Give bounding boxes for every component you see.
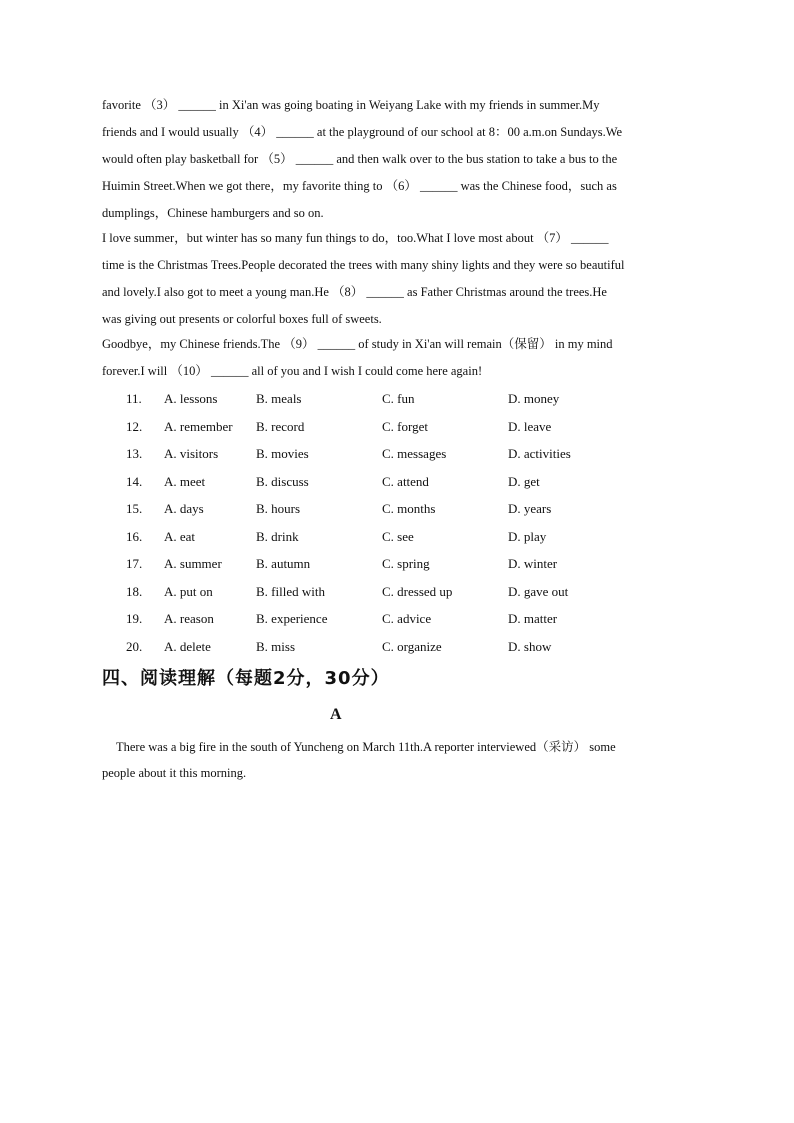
passage-line: dumplings，Chinese hamburgers and so on.: [102, 206, 324, 220]
option-d: D. winter: [508, 556, 558, 571]
option-c: C. forget: [382, 418, 428, 434]
option-d: D. money: [508, 391, 560, 406]
option-d: D. show: [508, 638, 552, 654]
option-d: D. years: [508, 501, 552, 516]
option-b: B. miss: [256, 638, 296, 654]
option-b: B. meals: [256, 391, 302, 406]
option-d: D. play: [508, 528, 547, 544]
passage-line: was giving out presents or colorful boxes full of sweets.: [102, 312, 382, 326]
section-heading: 四、阅读理解（每题2分，30分）: [102, 668, 390, 689]
option-b: B. movies: [256, 446, 309, 461]
option-a: A. eat: [164, 528, 196, 544]
question-row: [126, 634, 571, 662]
option-a: A. delete: [164, 638, 211, 654]
option-c: C. attend: [382, 473, 429, 489]
option-a: A. visitors: [164, 446, 219, 461]
question-row: [126, 579, 571, 607]
question-row: [126, 551, 571, 579]
question-number: 15.: [126, 501, 143, 516]
option-b: B. filled with: [256, 583, 325, 599]
question-row: [126, 469, 571, 497]
question-number: 18.: [126, 583, 143, 599]
question-row: [126, 414, 571, 442]
question-row: [126, 524, 571, 552]
question-number: 19.: [126, 611, 143, 626]
passage-line: forever.I will （10） ______ all of you and I wish I could come here again!: [102, 364, 483, 378]
option-d: D. get: [508, 473, 540, 489]
option-a: A. meet: [164, 473, 206, 489]
option-b: B. experience: [256, 611, 328, 626]
passage-line: friends and I would usually （4） ______ at the playground of our school at 8：00 a.m.on Sundays.We: [102, 125, 623, 139]
option-c: C. advice: [382, 611, 432, 626]
passage-line: and lovely.I also got to meet a young man.He （8） ______ as Father Christmas around the trees.He: [102, 285, 607, 299]
passage-line: Huimin Street.When we got there，my favorite thing to （6） ______ was the Chinese food，such as: [102, 179, 617, 193]
question-row: [126, 606, 571, 634]
question-row: [126, 441, 571, 469]
option-a: A. remember: [164, 418, 233, 434]
option-d: D. matter: [508, 611, 558, 626]
option-a: A. summer: [164, 556, 222, 571]
question-number: 17.: [126, 556, 143, 571]
reading-line: people about it this morning.: [102, 766, 247, 780]
cloze-passage: [102, 94, 697, 387]
option-c: C. messages: [382, 446, 447, 461]
passage-label: A: [330, 706, 342, 723]
option-c: C. see: [382, 528, 414, 544]
option-b: B. record: [256, 418, 305, 434]
option-c: C. fun: [382, 391, 415, 406]
question-number: 11.: [126, 391, 142, 406]
passage-line: favorite （3） ______ in Xi'an was going boating in Weiyang Lake with my friends in summer.My: [102, 98, 600, 112]
passage-line: I love summer，but winter has so many fun things to do，too.What I love most about （7） ______: [102, 231, 609, 245]
option-c: C. spring: [382, 556, 430, 571]
option-d: D. leave: [508, 418, 552, 434]
passage-line: time is the Christmas Trees.People decorated the trees with many shiny lights and they were so beautiful: [102, 258, 625, 272]
option-d: D. activities: [508, 446, 571, 461]
question-number: 14.: [126, 473, 143, 489]
option-b: B. discuss: [256, 473, 309, 489]
option-c: C. organize: [382, 638, 442, 654]
question-row: [126, 386, 571, 414]
option-a: A. put on: [164, 583, 213, 599]
option-b: B. drink: [256, 528, 299, 544]
passage-line: would often play basketball for （5） ______ and then walk over to the bus station to take a bus to the: [102, 152, 618, 166]
passage-line: Goodbye，my Chinese friends.The （9） ______ of study in Xi'an will remain（保留） in my mind: [102, 337, 613, 351]
option-b: B. autumn: [256, 556, 311, 571]
option-c: C. months: [382, 501, 436, 516]
option-b: B. hours: [256, 501, 301, 516]
reading-line: There was a big fire in the south of Yuncheng on March 11th.A reporter interviewed（采访） some: [116, 740, 616, 754]
question-number: 16.: [126, 528, 143, 544]
option-a: A. reason: [164, 611, 214, 626]
option-a: A. days: [164, 501, 204, 516]
question-number: 20.: [126, 638, 143, 654]
option-c: C. dressed up: [382, 583, 453, 599]
question-number: 12.: [126, 418, 143, 434]
answer-options: [126, 386, 571, 661]
option-d: D. gave out: [508, 583, 569, 599]
question-number: 13.: [126, 446, 143, 461]
question-row: [126, 496, 571, 524]
option-a: A. lessons: [164, 391, 218, 406]
reading-passage: [102, 736, 697, 788]
